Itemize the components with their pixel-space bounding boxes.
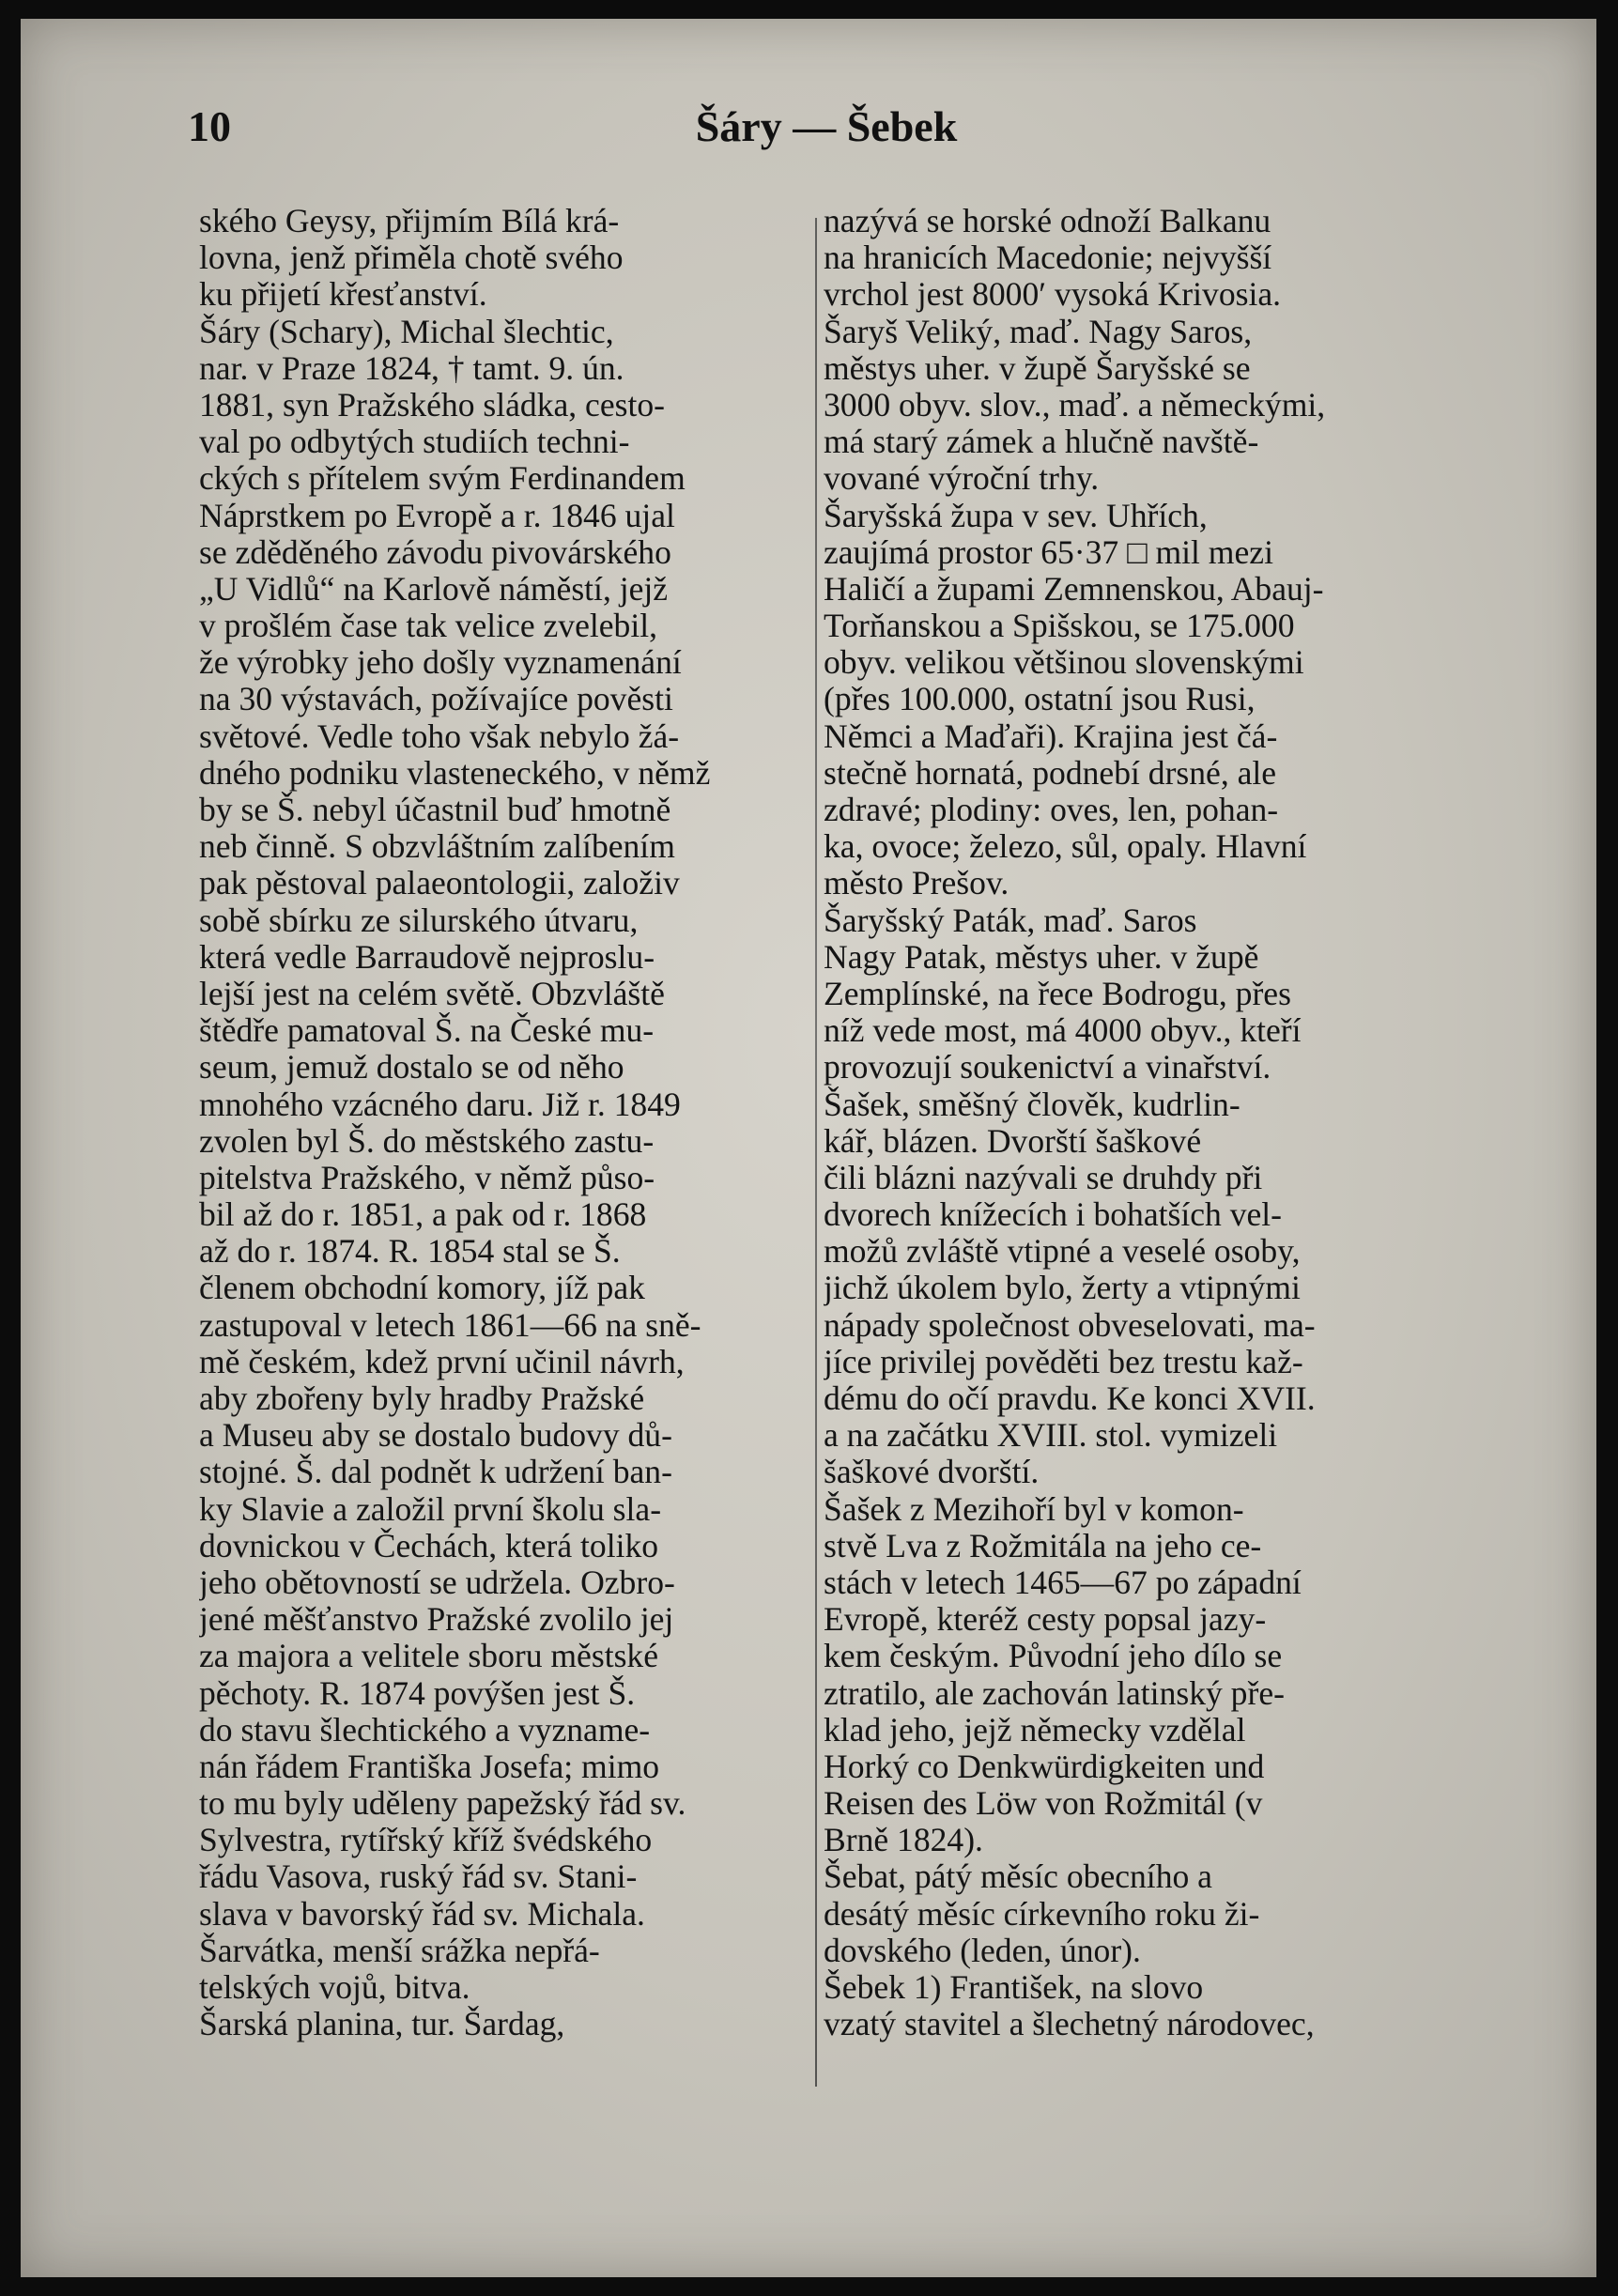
- text-line: Sylvestra, rytířský kříž švédského: [199, 1822, 653, 1859]
- text-line: 3000 obyv. slov., maď. a německými,: [824, 386, 1326, 424]
- text-line: městys uher. v župě Šaryšské se: [824, 349, 1251, 387]
- text-line: dému do očí pravdu. Ke konci XVII.: [824, 1380, 1316, 1417]
- text-line: mě českém, kdež první učinil návrh,: [199, 1343, 685, 1380]
- text-line: klad jeho, jejž německy vzdělal: [824, 1711, 1246, 1749]
- text-line: Haličí a župami Zemnenskou, Abauj-: [824, 570, 1324, 608]
- text-line: Šaryšský Paták, maď. Saros: [824, 901, 1197, 939]
- text-line: (přes 100.000, ostatní jsou Rusi,: [824, 681, 1256, 718]
- text-line: členem obchodní komory, jíž pak: [199, 1270, 645, 1307]
- text-line: ztratilo, ale zachován latinský pře-: [824, 1674, 1285, 1712]
- text-line: zvolen byl Š. do městského zastu-: [199, 1122, 655, 1160]
- text-line: kem českým. Původní jeho dílo se: [824, 1638, 1283, 1675]
- text-line: dovského (leden, únor).: [824, 1932, 1141, 1969]
- text-line: a na začátku XVIII. stol. vymizeli: [824, 1417, 1278, 1455]
- text-line: řádu Vasova, ruský řád sv. Stani-: [199, 1858, 638, 1896]
- text-line: Šašek z Mezihoří byl v komon-: [824, 1490, 1244, 1528]
- text-line: Reisen des Löw von Rožmitál (v: [824, 1785, 1263, 1823]
- text-line: mnohého vzácného daru. Již r. 1849: [199, 1086, 681, 1123]
- text-line: a Museu aby se dostalo budovy dů-: [199, 1417, 672, 1455]
- book-page: [21, 19, 1596, 2277]
- text-line: štědře pamatoval Š. na České mu-: [199, 1012, 655, 1050]
- right-column: [824, 203, 1462, 2042]
- text-line: obyv. velikou většinou slovenskými: [824, 644, 1304, 682]
- text-line: stečně hornatá, podnebí drsné, ale: [824, 754, 1277, 792]
- text-line: sobě sbírku ze silurského útvaru,: [199, 901, 639, 939]
- text-line: Zemplínské, na řece Bodrogu, přes: [824, 975, 1291, 1012]
- text-line: dovnickou v Čechách, která toliko: [199, 1527, 659, 1564]
- text-line: Nagy Patak, městys uher. v župě: [824, 938, 1259, 976]
- text-line: neb činně. S obzvláštním zalíbením: [199, 828, 675, 866]
- page-number: 10: [188, 102, 231, 150]
- text-line: jeho obětovností se udržela. Ozbro-: [199, 1564, 675, 1601]
- text-line: aby zbořeny byly hradby Pražské: [199, 1380, 645, 1417]
- text-line: by se Š. nebyl účastnil buď hmotně: [199, 792, 671, 828]
- text-line: níž vede most, má 4000 obyv., kteří: [824, 1012, 1302, 1050]
- text-line: město Prešov.: [824, 865, 1009, 902]
- text-line: možů zvláště vtipné a veselé osoby,: [824, 1233, 1301, 1271]
- text-line: Náprstkem po Evropě a r. 1846 ujal: [199, 497, 675, 534]
- running-title: Šáry — Šebek: [695, 102, 958, 150]
- text-line: na 30 výstavách, požívajíce pověsti: [199, 681, 673, 718]
- text-line: čili blázni nazývali se druhdy při: [824, 1159, 1263, 1196]
- text-line: zaujímá prostor 65·37 □ mil mezi: [824, 533, 1273, 571]
- text-line: desátý měsíc církevního roku ži-: [824, 1895, 1260, 1933]
- text-line: vzatý stavitel a šlechetný národovec,: [824, 2006, 1315, 2043]
- text-line: se zděděného závodu pivovárského: [199, 533, 671, 571]
- text-line: vované výroční trhy.: [824, 460, 1100, 498]
- text-line: světové. Vedle toho však nebylo žá-: [199, 717, 680, 755]
- text-line: stvě Lva z Rožmitála na jeho ce-: [824, 1527, 1262, 1564]
- text-line: lovna, jenž přiměla chotě svého: [199, 239, 624, 277]
- text-line: ky Slavie a založil první školu sla-: [199, 1490, 662, 1528]
- text-line: lejší jest na celém světě. Obzvláště: [199, 975, 665, 1012]
- text-line: Šebek 1) František, na slovo: [824, 1969, 1204, 2006]
- left-column: [199, 203, 828, 2042]
- text-line: že výrobky jeho došly vyznamenání: [199, 644, 682, 682]
- text-line: ského Geysy, přijmím Bílá krá-: [199, 203, 620, 239]
- text-line: Brně 1824).: [824, 1822, 983, 1859]
- text-line: Němci a Maďaři). Krajina jest čá-: [824, 717, 1278, 755]
- text-line: pak pěstoval palaeontologii, založiv: [199, 865, 680, 902]
- text-line: nar. v Praze 1824, † tamt. 9. ún.: [199, 349, 624, 387]
- text-line: Šáry (Schary), Michal šlechtic,: [199, 313, 614, 350]
- text-line: dvorech knížecích i bohatších vel-: [824, 1196, 1283, 1234]
- text-line: ku přijetí křesťanství.: [199, 276, 487, 314]
- text-line: val po odbytých studiích techni-: [199, 424, 630, 461]
- text-line: kář, blázen. Dvorští šaškové: [824, 1122, 1202, 1160]
- text-line: Šarská planina, tur. Šardag,: [199, 2006, 565, 2043]
- text-line: v prošlém čase tak velice zvelebil,: [199, 608, 658, 645]
- text-line: šaškové dvorští.: [824, 1454, 1040, 1491]
- text-line: stách v letech 1465—67 po západní: [824, 1564, 1302, 1601]
- text-line: za majora a velitele sboru městské: [199, 1638, 659, 1675]
- text-line: Šarvátka, menší srážka nepřá-: [199, 1932, 600, 1969]
- text-line: do stavu šlechtického a vyzname-: [199, 1711, 651, 1749]
- text-line: Šaryš Veliký, maď. Nagy Saros,: [824, 313, 1253, 350]
- text-line: zdravé; plodiny: oves, len, pohan-: [824, 792, 1279, 828]
- text-line: Šebat, pátý měsíc obecního a: [824, 1858, 1212, 1896]
- text-line: má starý zámek a hlučně navště-: [824, 424, 1259, 461]
- page-header: [188, 101, 1465, 167]
- text-line: nán řádem Františka Josefa; mimo: [199, 1748, 660, 1785]
- text-line: vrchol jest 8000′ vysoká Krivosia.: [824, 276, 1282, 314]
- text-line: 1881, syn Pražského sládka, cesto-: [199, 386, 666, 424]
- text-line: jíce privilej pověděti bez trestu kaž-: [824, 1343, 1303, 1380]
- text-line: telských vojů, bitva.: [199, 1969, 470, 2006]
- text-line: Horký co Denkwürdigkeiten und: [824, 1748, 1265, 1785]
- text-line: jené měšťanstvo Pražské zvolilo jej: [199, 1601, 674, 1639]
- text-line: seum, jemuž dostalo se od něho: [199, 1049, 624, 1086]
- text-line: nápady společnost obveselovati, ma-: [824, 1306, 1316, 1344]
- text-line: Torňanskou a Spišskou, se 175.000: [824, 608, 1295, 645]
- text-line: pitelstva Pražského, v němž půso-: [199, 1159, 655, 1196]
- text-line: nazývá se horské odnoží Balkanu: [824, 203, 1271, 239]
- text-line: to mu byly uděleny papežský řád sv.: [199, 1785, 686, 1823]
- text-line: „U Vidlů“ na Karlově náměstí, jejž: [199, 570, 669, 608]
- text-line: Šaryšská župa v sev. Uhřích,: [824, 497, 1208, 534]
- text-line: na hranicích Macedonie; nejvyšší: [824, 239, 1272, 277]
- text-line: Evropě, kteréž cesty popsal jazy-: [824, 1601, 1267, 1639]
- text-line: která vedle Barraudově nejproslu-: [199, 938, 655, 976]
- text-line: ka, ovoce; železo, sůl, opaly. Hlavní: [824, 828, 1307, 866]
- text-line: ckých s přítelem svým Ferdinandem: [199, 460, 686, 498]
- text-line: pěchoty. R. 1874 povýšen jest Š.: [199, 1674, 636, 1712]
- text-line: až do r. 1874. R. 1854 stal se Š.: [199, 1233, 621, 1271]
- text-line: stojné. Š. dal podnět k udržení ban-: [199, 1454, 672, 1491]
- text-line: provozují soukenictví a vinařství.: [824, 1049, 1271, 1086]
- text-line: Šašek, směšný člověk, kudrlin-: [824, 1086, 1240, 1123]
- text-line: bil až do r. 1851, a pak od r. 1868: [199, 1196, 647, 1234]
- text-line: slava v bavorský řád sv. Michala.: [199, 1895, 645, 1933]
- text-line: dného podniku vlasteneckého, v němž: [199, 754, 711, 792]
- column-divider: [815, 218, 817, 2087]
- text-line: jichž úkolem bylo, žerty a vtipnými: [824, 1270, 1301, 1307]
- text-line: zastupoval v letech 1861—66 na sně-: [199, 1306, 701, 1344]
